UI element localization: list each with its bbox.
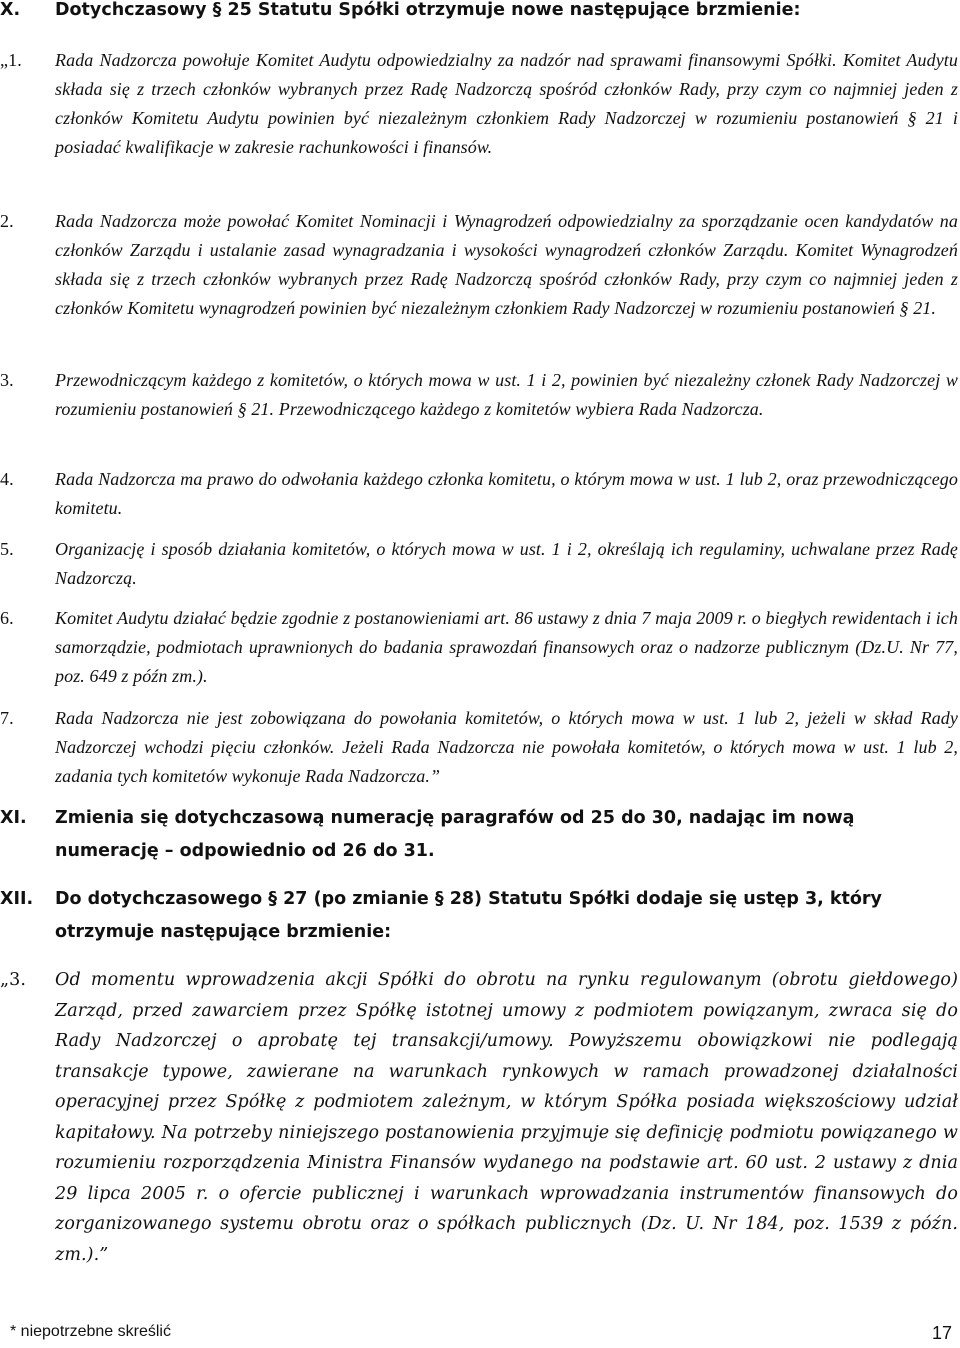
list-item bbox=[0, 965, 958, 1270]
item-text: Rada Nadzorcza może powołać Komitet Nominacji i Wynagrodzeń odpowiedzialny za sporządzanie ocen kandydatów na członków Zarządu i ustalanie zasad wynagradzania i wysokości wynagrodzeń członków Zarządu. Komitet Wynagrodzeń składa się z trzech członków wybranych przez Radę Nadzorczą spośród członków Rady, przy czym co najmniej jeden z członków Komitetu wynagrodzeń powinien być niezależnym członkiem Rady Nadzorczej w rozumieniu postanowień § 21. bbox=[55, 211, 958, 318]
section-xii-heading bbox=[0, 883, 955, 949]
item-number: 3. bbox=[0, 370, 14, 390]
item-text: Rada Nadzorcza nie jest zobowiązana do powołania komitetów, o których mowa w ust. 1 lub 2, jeżeli w skład Rady Nadzorczej wchodzi pięciu członków. Jeżeli Rada Nadzorcza nie powołała komitetów, o których mowa w ust. 1 lub 2, zadania tych komitetów wykonuje Rada Nadzorcza.” bbox=[55, 708, 958, 786]
section-heading-text: Dotychczasowy § 25 Statutu Spółki otrzymuje nowe następujące brzmienie: bbox=[55, 0, 801, 20]
section-xi-heading bbox=[0, 802, 955, 868]
list-item bbox=[0, 366, 958, 424]
list-item bbox=[0, 207, 958, 323]
list-item bbox=[0, 465, 958, 523]
section-heading-text: Do dotychczasowego § 27 (po zmianie § 28) Statutu Spółki dodaje się ustęp 3, który otrzymuje następujące brzmienie: bbox=[55, 889, 882, 942]
footnote: * niepotrzebne skreślić bbox=[10, 1323, 171, 1340]
item-text: Organizację i sposób działania komitetów, o których mowa w ust. 1 i 2, określają ich regulaminy, uchwalane przez Radę Nadzorczą. bbox=[55, 539, 958, 588]
page-number: 17 bbox=[931, 1323, 952, 1343]
section-number: XI. bbox=[0, 808, 27, 828]
list-item bbox=[0, 535, 958, 593]
item-number: 6. bbox=[0, 608, 14, 628]
list-item bbox=[0, 46, 958, 162]
section-heading-text: Zmienia się dotychczasową numerację paragrafów od 25 do 30, nadając im nową numerację – odpowiednio od 26 do 31. bbox=[55, 808, 855, 861]
section-number: XII. bbox=[0, 889, 34, 909]
item-number: 7. bbox=[0, 708, 14, 728]
item-text: Od momentu wprowadzenia akcji Spółki do obrotu na rynku regulowanym (obrotu giełdowego) Zarząd, przed zawarciem przez Spółkę istotnej umowy z podmiotem powiązanym, zwraca się do Rady Nadzorczej o aprobatę tej transakcji/umowy. Powyższemu obowiązkowi nie podlegają transakcje typowe, zawierane na warunkach rynkowych w ramach prowadzonej działalności operacyjnej przez Spółkę z podmiotem zależnym, w którym Spółka posiada większościowy udział kapitałowy. Na potrzeby niniejszego postanowienia przyjmuje się definicję podmiotu powiązanego w rozumieniu rozporządzenia Ministra Finansów wydanego na podstawie art. 60 ust. 2 ustawy z dnia 29 lipca 2005 r. o ofercie publicznej i warunkach wprowadzania instrumentów finansowych do zorganizowanego systemu obrotu oraz o spółkach publicznych (Dz. U. Nr 184, poz. 1539 z późn. zm.).” bbox=[55, 970, 958, 1265]
item-text: Komitet Audytu działać będzie zgodnie z postanowieniami art. 86 ustawy z dnia 7 maja 2009 r. o biegłych rewidentach i ich samorządzie, podmiotach uprawnionych do badania sprawozdań finansowych oraz o nadzorze publicznym (Dz.U. Nr 77, poz. 649 z późn zm.). bbox=[55, 608, 958, 686]
section-x-heading bbox=[0, 0, 955, 27]
item-number: 4. bbox=[0, 469, 14, 489]
item-number: 5. bbox=[0, 539, 14, 559]
list-item bbox=[0, 704, 958, 791]
list-item bbox=[0, 604, 958, 691]
item-text: Przewodniczącym każdego z komitetów, o których mowa w ust. 1 i 2, powinien być niezależny członek Rady Nadzorczej w rozumieniu postanowień § 21. Przewodniczącego każdego z komitetów wybiera Rada Nadzorcza. bbox=[55, 370, 958, 419]
section-number: X. bbox=[0, 0, 21, 20]
item-text: Rada Nadzorcza ma prawo do odwołania każdego członka komitetu, o którym mowa w ust. 1 lub 2, oraz przewodniczącego komitetu. bbox=[55, 469, 958, 518]
item-text: Rada Nadzorcza powołuje Komitet Audytu odpowiedzialny za nadzór nad sprawami finansowymi Spółki. Komitet Audytu składa się z trzech członków wybranych przez Radę Nadzorczą spośród członków Rady, przy czym co najmniej jeden z członków Komitetu Audytu powinien być niezależnym członkiem Rady Nadzorczej w rozumieniu postanowień § 21 i posiadać kwalifikacje w zakresie rachunkowości i finansów. bbox=[55, 50, 958, 157]
item-number: 2. bbox=[0, 211, 14, 231]
item-number: „1. bbox=[0, 50, 22, 70]
item-number: „3. bbox=[0, 970, 27, 990]
